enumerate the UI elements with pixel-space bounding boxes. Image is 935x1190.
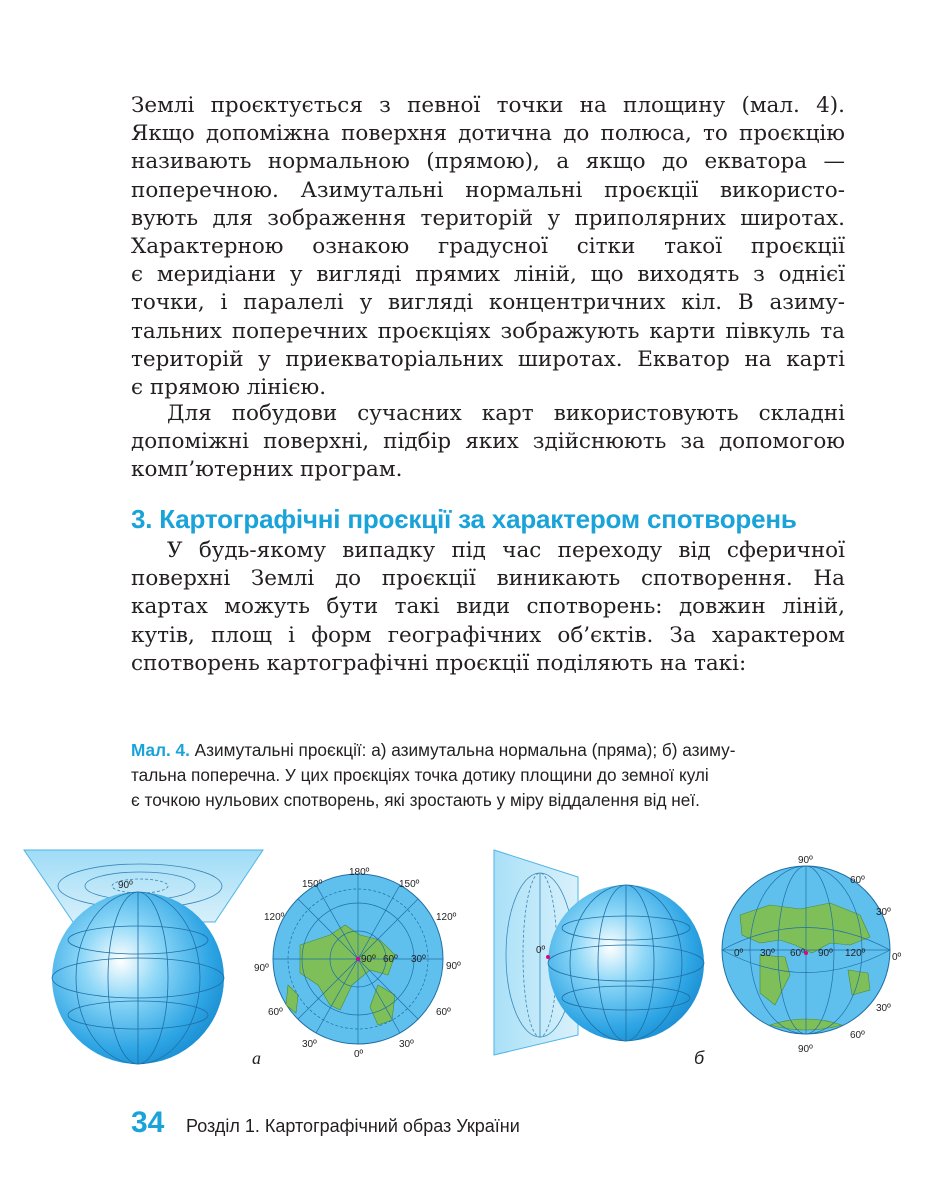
map-a-ring60: 60º xyxy=(383,954,398,965)
text-line: тальних поперечних проєкціях зображують карти півкуль та xyxy=(131,318,845,344)
text-line: У будь-якому випадку під час переходу від сферичної xyxy=(167,538,845,563)
map-a-bottom-right: 30º xyxy=(399,1039,414,1050)
text-line: Якщо допоміжна поверхня дотична до полюса, то проєкцію xyxy=(131,121,845,147)
text-line: кутів, площ і форм географічних об’єктів. За характером xyxy=(131,622,845,648)
map-b-eq0: 0º xyxy=(734,948,744,959)
text-line: є меридіани у вигляді прямих ліній, що виходять з однієї xyxy=(131,262,845,288)
map-a-top: 180º xyxy=(349,867,370,878)
paragraph-azimuthal xyxy=(131,92,845,402)
text-line: територій у приекваторіальних широтах. Екватор на карті xyxy=(131,346,845,372)
map-b-bottom: 90º xyxy=(798,1044,813,1055)
map-a-bottom-left: 30º xyxy=(302,1039,317,1050)
text-line: вують для зображення територій у приполярних широтах. xyxy=(131,205,845,231)
text-line: спотворень картографічні проєкції поділяють на такі: xyxy=(131,650,747,676)
text-line: Характерною ознакою градусної сітки такої проєкції xyxy=(131,234,845,260)
map-a-lower-left: 60º xyxy=(268,1007,283,1018)
globe-b-label: 0º xyxy=(536,945,546,956)
figure-b-letter: б xyxy=(694,1048,705,1068)
map-b-right: 0º xyxy=(892,952,902,963)
globe-transverse-projection xyxy=(494,850,704,1055)
caption-label: Мал. 4. xyxy=(131,740,190,760)
map-a-lower-right: 60º xyxy=(436,1007,451,1018)
paragraph-complex-surfaces xyxy=(131,400,845,485)
map-a-mid-left: 120º xyxy=(264,912,285,923)
text-line: Для побудови сучасних карт використовують складні xyxy=(167,401,845,426)
paragraph-distortions xyxy=(131,537,845,678)
globe-normal-projection xyxy=(24,850,263,1064)
map-b-lower-right: 60º xyxy=(850,1030,865,1041)
map-a-bottom: 0º xyxy=(354,1049,364,1060)
map-a-upper-right: 150º xyxy=(399,879,420,890)
map-a-right: 90º xyxy=(446,961,461,972)
text-line: допоміжні поверхні, підбір яких здійснюють за допомогою xyxy=(131,429,845,455)
map-a-ring30: 30º xyxy=(411,954,426,965)
map-a-upper-left: 150º xyxy=(302,879,323,890)
caption-text-1: Азимутальні проєкції: а) азимутальна нормальна (пряма); б) азиму- xyxy=(194,740,736,760)
globe-a-label: 90º xyxy=(118,880,133,891)
text-line: комп’ютерних програм. xyxy=(131,457,403,483)
polar-azimuthal-map xyxy=(254,867,461,1060)
map-b-eq120: 120º xyxy=(845,948,866,959)
caption-line-3: є точкою нульових спотворень, які зростають у міру віддалення від неї. xyxy=(131,790,700,810)
map-a-mid-right: 120º xyxy=(436,912,457,923)
figure-4-illustrations xyxy=(0,845,935,1075)
footer-section-title: Розділ 1. Картографічний образ України xyxy=(186,1116,520,1136)
text-line: Землі проєктується з певної точки на площину (мал. 4). xyxy=(131,93,845,118)
transverse-azimuthal-map xyxy=(722,855,902,1055)
map-b-eq90: 90º xyxy=(818,948,833,959)
map-a-left: 90º xyxy=(254,963,269,974)
text-line: поверхні Землі до проєкції виникають спотворення. На xyxy=(131,566,845,592)
map-b-upper-right: 60º xyxy=(850,875,865,886)
text-line: картах можуть бути такі види спотворень: довжин ліній, xyxy=(131,594,845,620)
caption-line-2: тальна поперечна. У цих проєкціях точка дотику площини до земної кулі xyxy=(131,765,709,785)
text-line: називають нормальною (прямою), а якщо до екватора — xyxy=(131,149,845,175)
map-b-right-lower: 30º xyxy=(876,1003,891,1014)
figure-caption xyxy=(131,738,831,813)
page-number: 34 xyxy=(131,1106,165,1139)
section-heading: 3. Картографічні проєкції за характером спотворень xyxy=(131,504,797,534)
figure-svg xyxy=(0,845,935,1075)
text-line: є прямою лінією. xyxy=(131,375,327,401)
text-line: поперечною. Азимутальні нормальні проєкції використо- xyxy=(131,177,845,203)
map-b-eq60: 60º xyxy=(790,948,805,959)
map-b-eq30: 30º xyxy=(760,948,775,959)
map-a-center: 90º xyxy=(361,954,376,965)
text-line: точки, і паралелі у вигляді концентричних кіл. В азиму- xyxy=(131,290,845,316)
map-b-right-upper: 30º xyxy=(876,907,891,918)
map-b-top: 90º xyxy=(798,855,813,866)
caption-line-1 xyxy=(131,738,831,763)
figure-a-letter: а xyxy=(252,1048,261,1068)
